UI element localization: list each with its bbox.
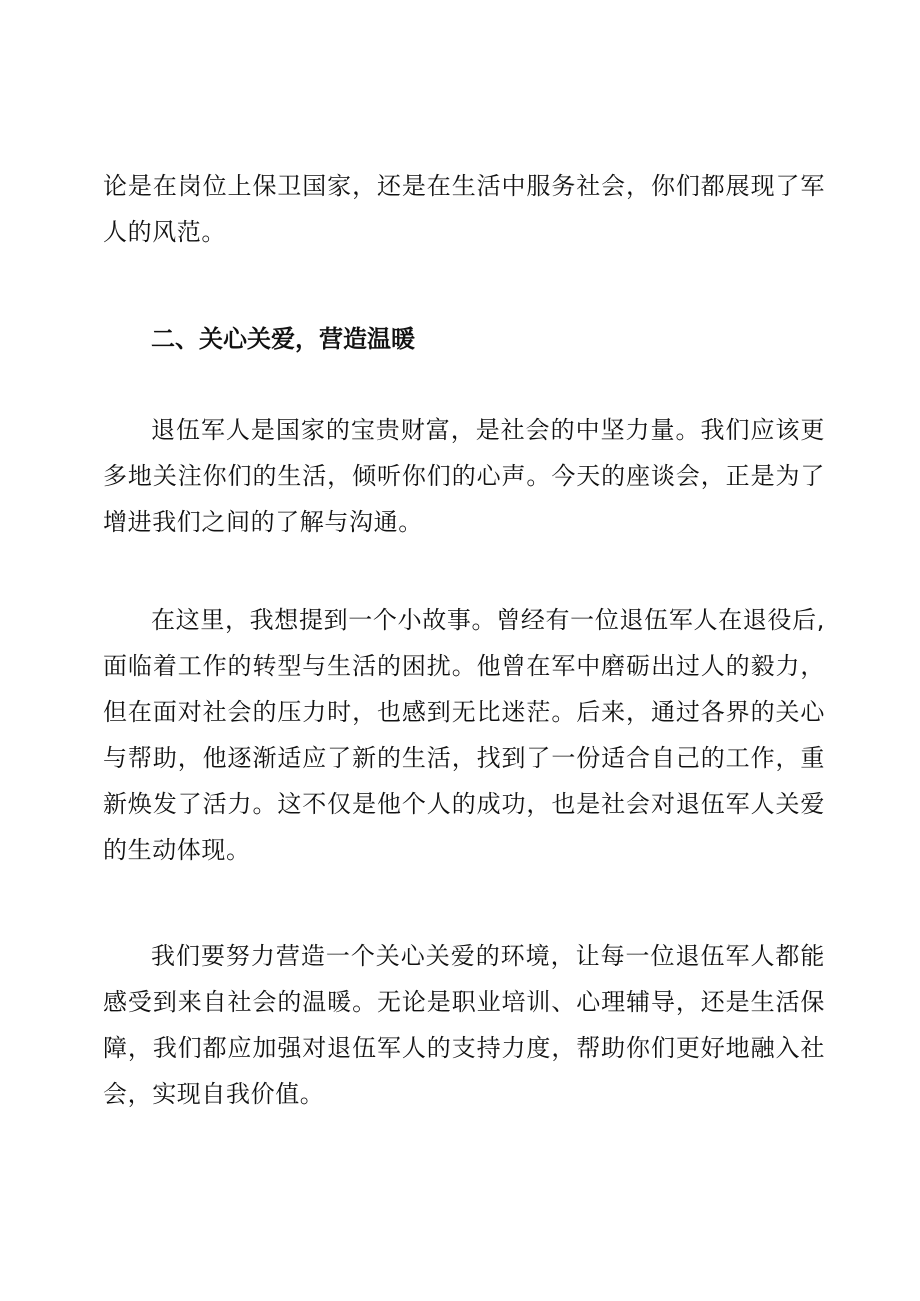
paragraph-caring-environment: 我们要努力营造一个关心关爱的环境，让每一位退伍军人都能感受到来自社会的温暖。无论是职业培训、心理辅导，还是生活保障，我们都应加强对退伍军人的支持力度，帮助你们更好地融入社会，实现自我价值。 — [103, 942, 825, 1108]
paragraph-story: 在这里，我想提到一个小故事。曾经有一位退伍军人在退役后,面临着工作的转型与生活的困扰。他曾在军中磨砺出过人的毅力，但在面对社会的压力时，也感到无比迷茫。后来，通过各界的关心与帮助，他逐渐适应了新的生活，找到了一份适合自己的工作，重新焕发了活力。这不仅是他个人的成功，也是社会对退伍军人关爱的生动体现。 — [103, 606, 825, 864]
paragraph-continuation: 论是在岗位上保卫国家，还是在生活中服务社会，你们都展现了军人的风范。 — [103, 172, 825, 246]
paragraph-veterans-wealth: 退伍军人是国家的宝贵财富，是社会的中坚力量。我们应该更多地关注你们的生活，倾听你们的心声。今天的座谈会，正是为了增进我们之间的了解与沟通。 — [103, 416, 825, 536]
section-heading: 二、关心关爱，营造温暖 — [151, 325, 415, 353]
